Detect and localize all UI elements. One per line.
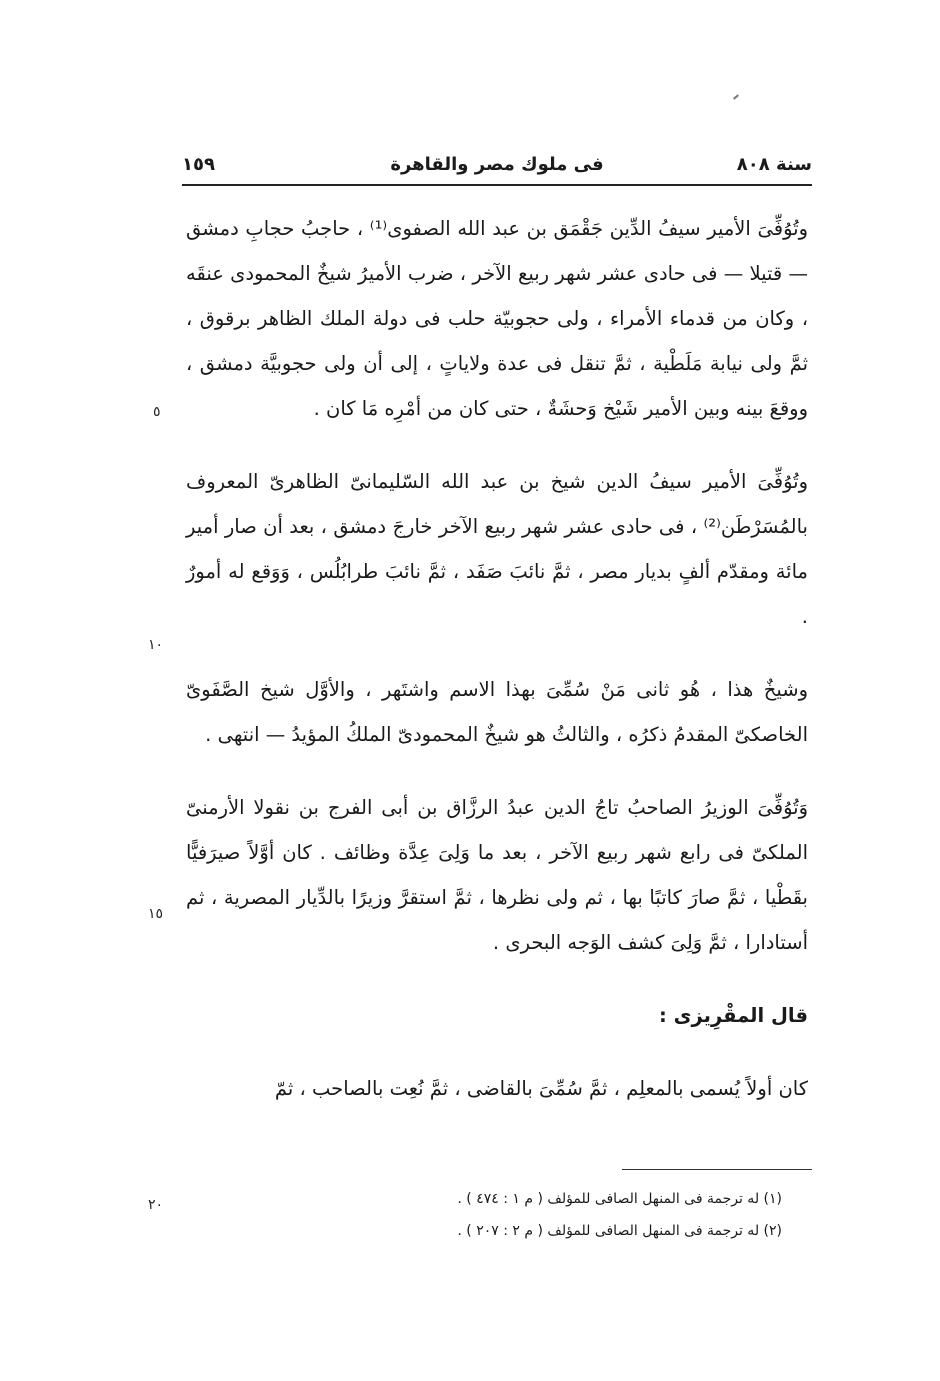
footnote-1: (١) له ترجمة فى المنهل الصافى للمؤلف ( م ١ : ٤٧٤ ) . [457, 1191, 782, 1207]
header-title: فى ملوك مصر والقاهرة [390, 154, 604, 175]
line-number-5: ٥ [153, 404, 161, 420]
paragraph-maqrizi-heading: قال المقْرِيزى : [659, 1004, 808, 1027]
main-text [186, 206, 808, 1111]
footnote-2: (٢) له ترجمة فى المنهل الصافى للمؤلف ( م ٢ : ٢٠٧ ) . [457, 1223, 782, 1239]
running-header [182, 148, 812, 182]
paragraph-shaykh-musartan: وتُوُفِّىَ الأمير سيفُ الدين شيخ بن عبد الله السّليمانىّ الظاهرىّ المعروف بالمُسَرْطَن⁽²⁾ ، فى حادى عشر شهر ربيع الآخر خارجَ دمشق ، بعد أن صار أمير مائة ومقدّم ألفٍ بديار مصر ، ثمَّ نائبَ صَفَد ، ثمَّ نائبَ طرابُلُس ، وَوَقع له أمورٌ . [186, 470, 808, 628]
footnotes [186, 1183, 782, 1247]
paragraph-maqrizi-quote: كان أولاً يُسمى بالمعلِم ، ثمَّ سُمِّىَ بالقاضى ، ثمَّ نُعِت بالصاحب ، ثمّ [274, 1077, 808, 1100]
paragraph-jaqmaq: وتُوُفِّىَ الأمير سيفُ الدِّين جَقْمَق بن عبد الله الصفوى⁽¹⁾ ، حاجبُ حجابِ دمشق — قتيلا — فى حادى عشر شهر ربيع الآخر ، ضرب الأميرُ شيخٌ المحمودى عنقَه ، وكان من قدماء الأمراء ، ولى حجوبيّة حلب فى دولة الملك الظاهر برقوق ، ثمَّ ولى نيابة مَلَطْية ، ثمَّ تنقل فى عدة ولاياتٍ ، إلى أن ولى حجوبيَّة دمشق ، ووقعَ بينه وبين الأمير شَيْخ وَحشَةٌ ، حتى كان من أمْرِه مَا كان . [186, 217, 808, 420]
line-number-20: ٢٠ [148, 1197, 164, 1213]
paragraph-abd-al-razzaq: وَتُوُفِّىَ الوزيرُ الصاحبُ تاجُ الدين عبدُ الرزَّاق بن أبى الفرج بن نقولا الأرمنىّ الملكىّ فى رابع شهر ربيع الآخر ، بعد ما وَلِىَ عِدَّة وظائف . كان أوَّلاً صيرَفيًّا بقَطْيا ، ثمَّ صارَ كاتبًا بها ، ثم ولى نظرها ، ثمَّ استقرَّ وزيرًا بالدِّيار المصرية ، ثم أستادارا ، ثمَّ وَلِىَ كشف الوَجه البحرى . [186, 796, 808, 954]
header-year: سنة ٨٠٨ [736, 154, 812, 175]
header-rule [182, 184, 812, 186]
paragraph-shaykh-note: وشيخٌ هذا ، هُو ثانى مَنْ سُمِّىَ بهذا الاسم واشتَهر ، والأوَّل شيخ الصَّفَوىّ الخاصكىّ المقدمُ ذكرُه ، والثالثُ هو شيخٌ المحمودىّ الملكُ المؤيدُ — انتهى . [186, 678, 808, 746]
stray-ink-mark [733, 94, 739, 99]
footnote-rule [622, 1169, 812, 1170]
page-number: ١٥٩ [182, 154, 215, 175]
line-number-10: ١٠ [148, 637, 164, 653]
line-number-15: ١٥ [148, 906, 164, 922]
